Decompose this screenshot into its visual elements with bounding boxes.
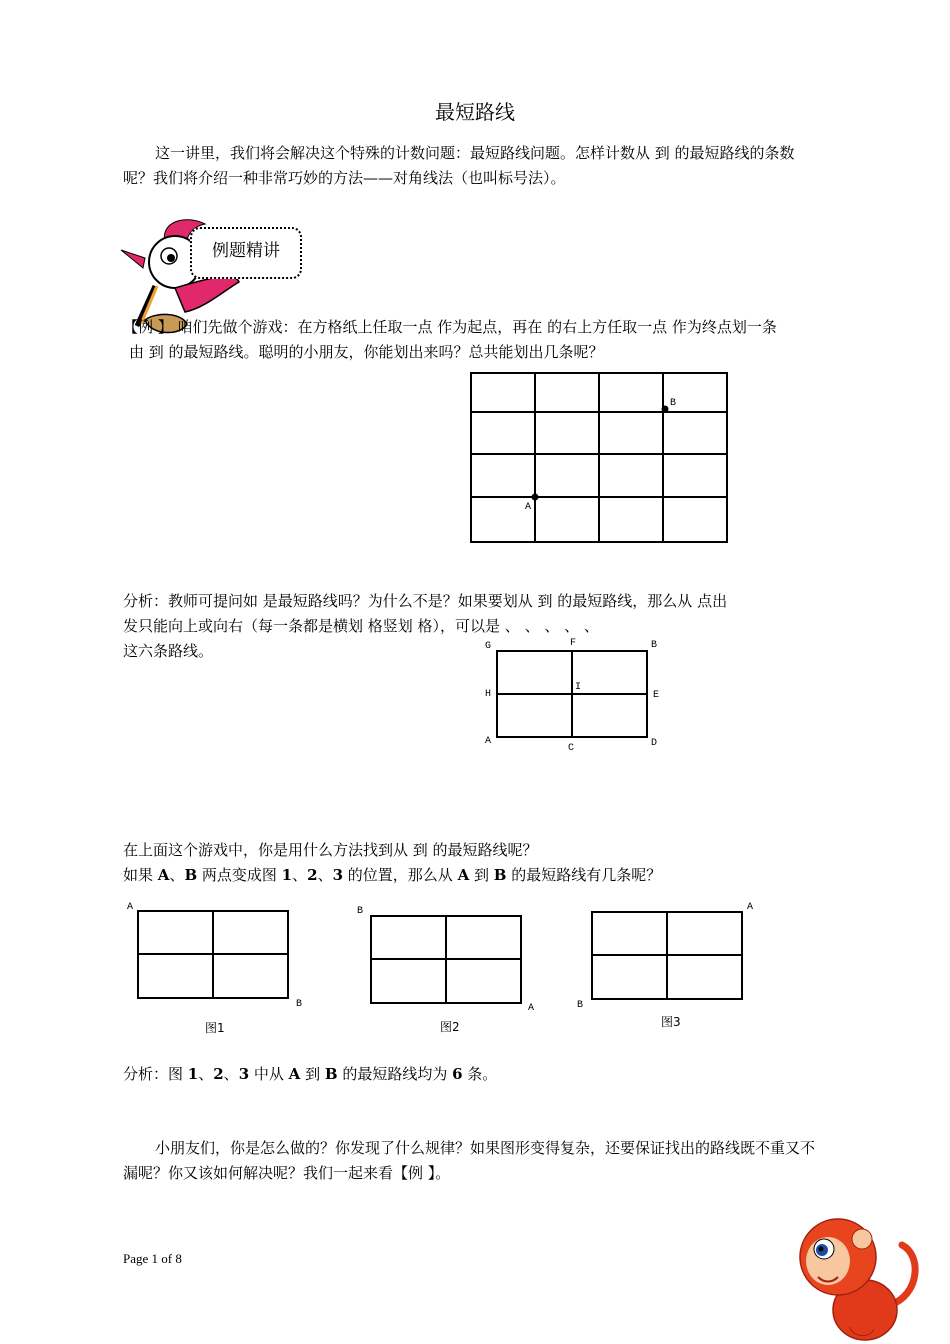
grid2-label-e: E xyxy=(653,690,660,701)
grid1-label-a: A xyxy=(525,502,532,513)
example-callout-label: 例题精讲 xyxy=(190,227,302,279)
figure-1-label-a: A xyxy=(127,902,134,913)
analysis2-line: 分析：图 1、2、3 中从 A 到 B 的最短路线均为 6 条。 xyxy=(123,1065,498,1083)
grid1-label-b: B xyxy=(670,398,677,409)
grid2-label-d: D xyxy=(651,738,658,749)
intro-line-2: 呢？我们将介绍一种非常巧妙的方法——对角线法（也叫标号法）。 xyxy=(123,169,566,187)
monkey-mascot-icon xyxy=(790,1215,922,1341)
figure-3-label-a: A xyxy=(747,902,754,913)
page-title: 最短路线 xyxy=(435,100,515,124)
grid2-label-b: B xyxy=(651,640,658,651)
analysis1-line-2: 发只能向上或向右（每一条都是横划 格竖划 格），可以是 、 、 、 、 、 xyxy=(123,617,599,635)
grid2-label-f: F xyxy=(570,638,577,649)
closing-line-2: 漏呢？你又该如何解决呢？我们一起来看【例 】。 xyxy=(123,1164,451,1182)
question-line-1: 在上面这个游戏中，你是用什么方法找到从 到 的最短路线呢？ xyxy=(123,841,538,859)
point-b-dot xyxy=(662,406,669,413)
figure-3-grid xyxy=(591,911,745,1003)
figure-2-caption: 图2 xyxy=(440,1020,460,1034)
grid2-label-g: G xyxy=(485,641,492,652)
grid-diagram-2 xyxy=(496,650,650,740)
figure-1-grid xyxy=(137,910,291,1002)
figure-1-label-b: B xyxy=(296,999,303,1010)
grid2-label-h: H xyxy=(485,689,492,700)
analysis1-line-1: 分析：教师可提问如 是最短路线吗？为什么不是？如果要划从 到 的最短路线，那么从 点出 xyxy=(123,592,728,610)
grid2-label-i: I xyxy=(575,682,582,693)
intro-line-1: 这一讲里，我们将会解决这个特殊的计数问题：最短路线问题。怎样计数从 到 的最短路线的条数 xyxy=(155,144,795,162)
grid2-label-c: C xyxy=(568,743,575,754)
page-footer: Page 1 of 8 xyxy=(123,1251,182,1266)
grid-diagram-1 xyxy=(470,372,730,544)
point-a-dot xyxy=(532,494,539,501)
question-line-2: 如果 A、B 两点变成图 1、2、3 的位置，那么从 A 到 B 的最短路线有几条呢？ xyxy=(123,866,662,884)
figure-2-label-b: B xyxy=(357,906,364,917)
example1-line-1: 【例 】 咱们先做个游戏：在方格纸上任取一点 作为起点，再在 的右上方任取一点 作为终点划一条 xyxy=(123,318,777,336)
closing-line-1: 小朋友们，你是怎么做的？你发现了什么规律？如果图形变得复杂，还要保证找出的路线既不重又不 xyxy=(155,1139,816,1157)
grid2-label-a: A xyxy=(485,736,492,747)
figure-2-label-a: A xyxy=(528,1003,535,1014)
figure-1-caption: 图1 xyxy=(205,1021,225,1035)
figure-2-grid xyxy=(370,915,524,1007)
figure-3-label-b: B xyxy=(577,1000,584,1011)
example1-line-2: 由 到 的最短路线。聪明的小朋友，你能划出来吗？总共能划出几条呢？ xyxy=(129,343,604,361)
analysis1-line-3: 这六条路线。 xyxy=(123,642,214,660)
figure-3-caption: 图3 xyxy=(661,1015,681,1029)
